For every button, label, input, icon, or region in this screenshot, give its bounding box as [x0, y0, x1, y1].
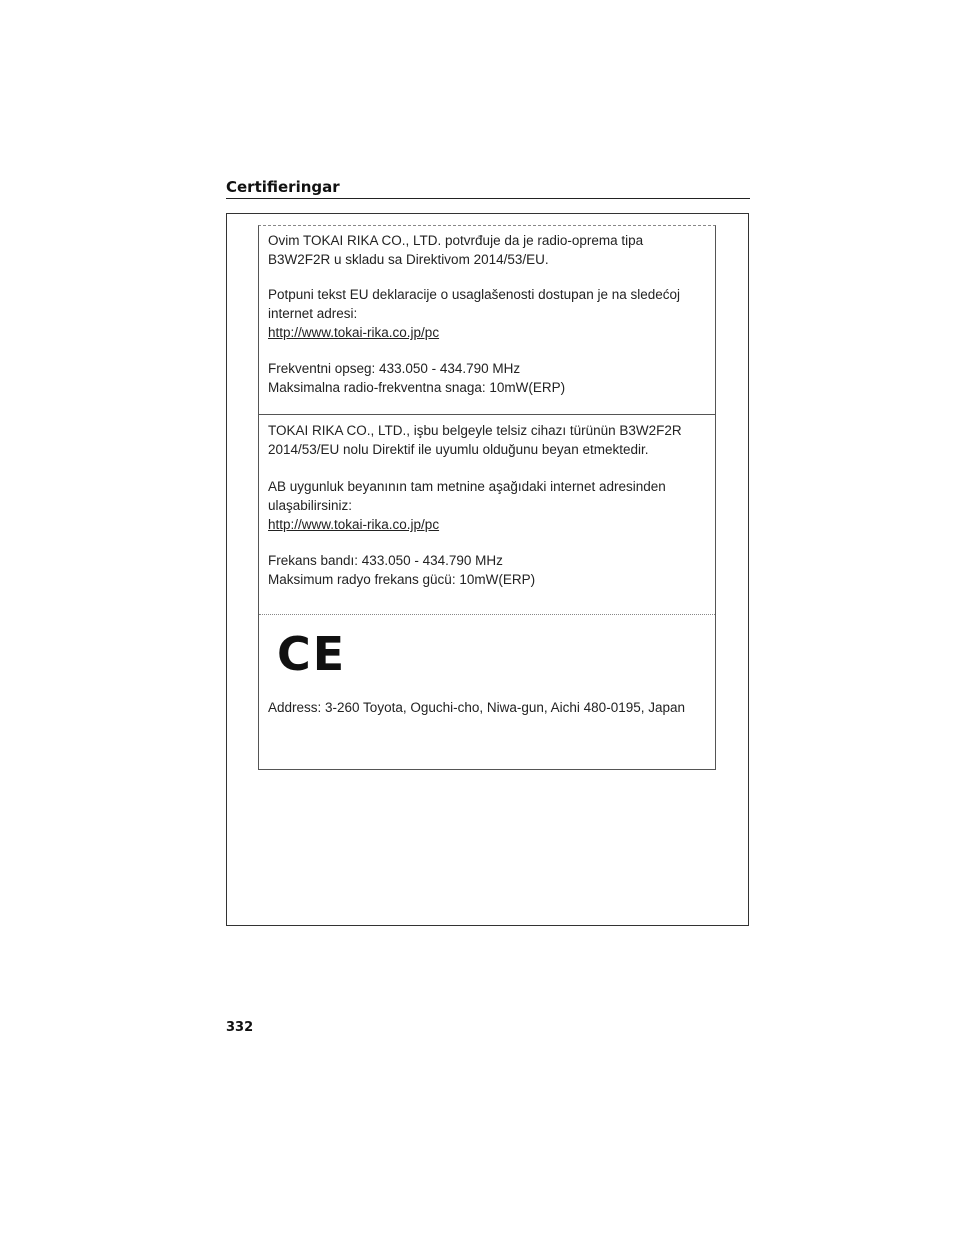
fulltext-line: ulaşabilirsiniz: [268, 498, 353, 513]
manufacturer-address: Address: 3-260 Toyota, Oguchi-cho, Niwa-gun, Aichi 480-0195, Japan [268, 700, 686, 715]
ce-mark-logo: CE [277, 627, 347, 681]
declaration-line: 2014/53/EU nolu Direktif ile uyumlu olduğunu beyan etmektedir. [268, 442, 649, 457]
declaration-line: Ovim TOKAI RIKA CO., LTD. potvrđuje da je radio-oprema tipa [268, 233, 644, 248]
certificate-scan [258, 225, 716, 770]
page-number: 332 [226, 1020, 254, 1035]
power-text: Maksimum radyo frekans gücü: 10mW(ERP) [268, 572, 536, 587]
power-text: Maksimalna radio-frekventna snaga: 10mW(ERP) [268, 380, 566, 395]
section-divider [226, 198, 750, 199]
declaration-line: B3W2F2R u skladu sa Direktivom 2014/53/EU. [268, 252, 549, 267]
certificate-footer [259, 614, 715, 771]
section-title: Certifieringar [226, 178, 340, 196]
fulltext-line: AB uygunluk beyanının tam metnine aşağıdaki internet adresinden [268, 479, 666, 494]
frequency-text: Frekans bandı: 433.050 - 434.790 MHz [268, 553, 503, 568]
declaration-line: TOKAI RIKA CO., LTD., işbu belgeyle telsiz cihazı türünün B3W2F2R [268, 423, 682, 438]
fulltext-line: internet adresi: [268, 306, 358, 321]
fulltext-line: Potpuni tekst EU deklaracije o usaglašenosti dostupan je na sledećoj [268, 287, 681, 302]
frequency-text: Frekventni opseg: 433.050 - 434.790 MHz [268, 361, 521, 376]
declaration-url-link[interactable]: http://www.tokai-rika.co.jp/pc [268, 517, 440, 532]
turkish-declaration [259, 414, 715, 615]
declaration-url-link[interactable]: http://www.tokai-rika.co.jp/pc [268, 325, 440, 340]
serbian-declaration [259, 226, 715, 414]
